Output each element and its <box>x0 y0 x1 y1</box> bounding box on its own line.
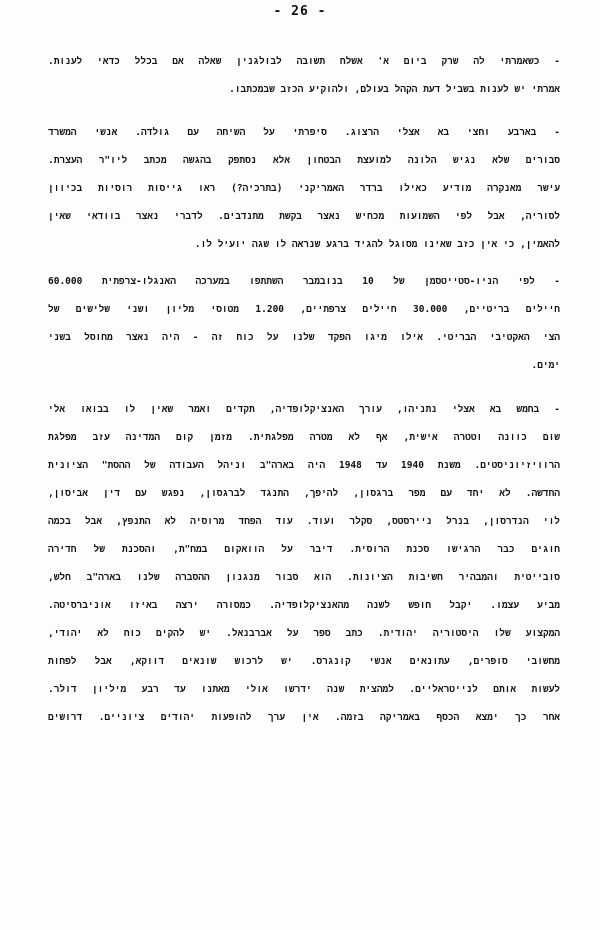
text-line: הרוויזיוניסטים. משנת 1940 עד 1948 היה בארה"ב וניהל העבודה של ההסת" הציונית <box>48 460 560 471</box>
text-line: חיילים בריטיים, 30.000 חיילים צרפתיים, 1.200 מטוסי מליון ושני שלישים של <box>48 304 560 315</box>
text-line: אמרתי יש לענות בשביל דעת הקהל בעולם, ולהוקיע הכזב שבמכתבו. <box>229 84 560 95</box>
text-line: מחשובי סופרים, עתונאים אנשי קונגרס. יש לרכוש שונאים דווקא, אבל לפחות <box>48 656 560 667</box>
page-number: - 26 - <box>273 4 327 19</box>
paragraph-1 <box>48 48 560 104</box>
text-line: הצי האקטיבי הבריטי. אילו מיגו הפקד שלנו על כוח זה - היה נאצר מחוסל בשני <box>48 332 560 343</box>
text-line: החדשה. לא יחד עם מפר ברגסון, להיפך, התנגד לברגסון, נפגש עם דין אביסון, <box>48 488 560 499</box>
text-line: לעשות אותם לנייטראליים. למהצית שנה ידרשו אולי מאתנו עד רבע מיליון דולר. <box>48 684 560 695</box>
text-line: - בחמש בא אצלי נתניהו, עורך האנציקלופדיה, תקדים ואמר שאין לו בבואו אלי <box>48 404 560 415</box>
text-line: - בארבע וחצי בא אצלי הרצוג. סיפרתי על השיחה עם גולדה. אנשי המשרד <box>48 127 560 138</box>
text-line: עישר מאנקרה מודיע כאילו ברדר האמריקני (בתרכיה?) ראו גייסות רוסיות בכיוון <box>48 183 560 194</box>
text-line: - לפי הניו-סטייטסמן של 10 בנובמבר השתתפו במערכה האנגלו-צרפתית 60.000 <box>48 276 560 287</box>
text-line: לסוריה, אבל לפי השמועות מכחיש נאצר בקשת מתנדבים. לדברי נאצר בוודאי שאין <box>48 211 560 222</box>
paragraph-2 <box>48 119 560 259</box>
paragraph-3 <box>48 268 560 380</box>
text-line: סובייטית והמבהיר חשיבות הציונות. הוא סבור מנגנון ההסברה שלנו בארה"ב חלש, <box>48 572 560 583</box>
text-line: שום כוונה וטטרה אישית, אף לא מטרה מפלגתית. מזמן קום המדינה עזב מפלגת <box>48 432 560 443</box>
text-line: ימים. <box>531 360 560 371</box>
paragraph-4 <box>48 396 560 732</box>
text-line: המקצוע שלו היסטוריה יהודית. כתב ספר על אברבנאל. יש להקים כוח לא יהודי, <box>48 628 560 639</box>
text-line: - כשאמרתי לה שרק ביום א' אשלח תשובה לבולגנין שאלה אם בכלל כדאי לענות. <box>48 56 560 67</box>
text-line: סבורים שלא נגיש הלונה למועצת הבטחון אלא נסתפק בהגשה מכתב ליו"ר העצרת. <box>48 155 560 166</box>
text-line: מביע עצמו. יקבל חופש לשנה מהאנציקלופדיה. כמסורה ירצה באיזו אוניברסיטה. <box>48 600 560 611</box>
text-line: חוגים כבר הרגישו סכנת הרוסית. דיבר על הוואקום במח"ת, והסכנת של חדירה <box>48 544 560 555</box>
text-line: אחר כך ימצא הכסף באמריקה בזמה. אין ערך להופעות יהודים ציוניים. דרושים <box>48 712 560 723</box>
text-line: לוי הנדרסון, בנרל ניירסטס, סקלר ועוד. עוד הפחד מרוסיה לא התנפץ, אבל בכמה <box>48 516 560 527</box>
text-line: להאמין, כי אין כזב שאינו מסוגל להגיד ברגע שנראה לו שגה יועיל לו. <box>194 239 560 250</box>
